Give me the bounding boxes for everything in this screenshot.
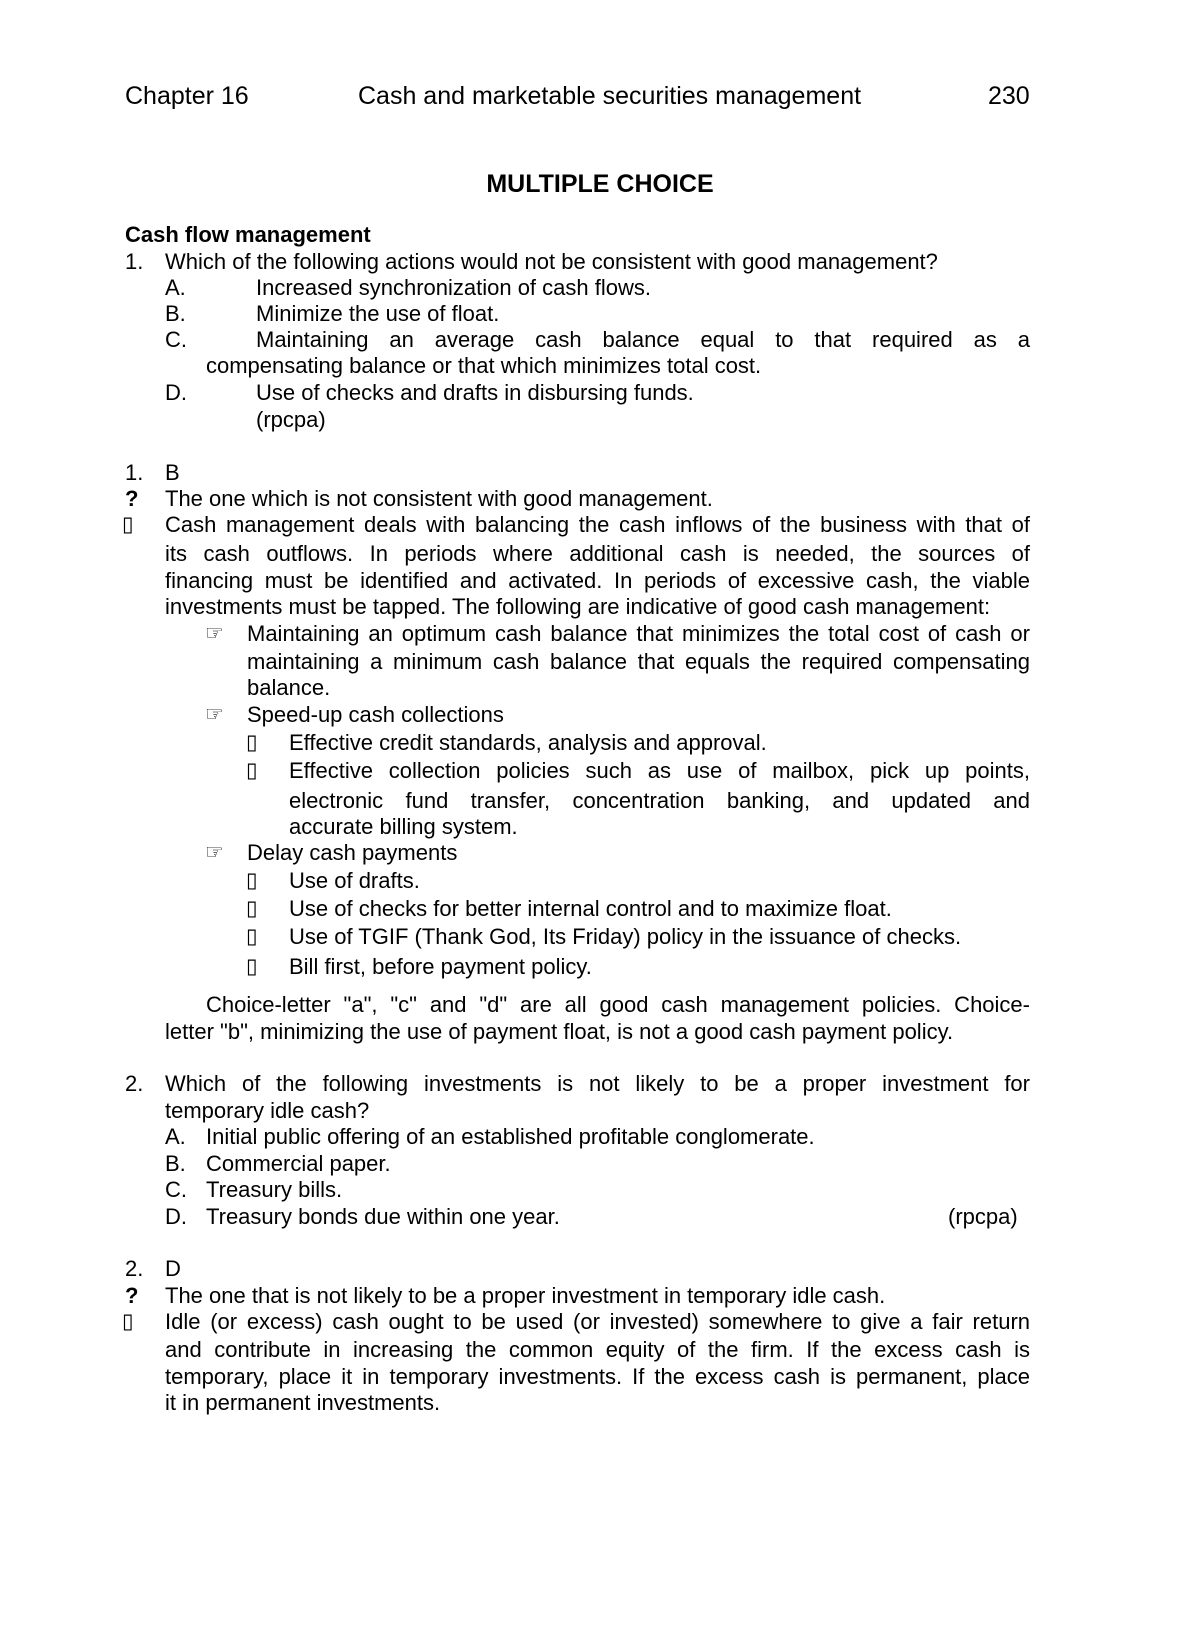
q2-question-line: Which of the following investments is not likely to be a proper investment for <box>165 1071 1030 1096</box>
q2-source: (rpcpa) <box>948 1204 1018 1229</box>
sub-bullet-line: Effective collection policies such as use of mailbox, pick up points, <box>289 758 1030 783</box>
q1-number: 1. <box>125 249 144 274</box>
pointing-hand-icon: ☞ <box>205 841 224 864</box>
header-topic: Cash and marketable securities management <box>358 82 862 110</box>
pointing-hand-icon: ☞ <box>205 622 224 645</box>
q1-option-c-letter: C. <box>165 327 187 352</box>
section-heading: Cash flow management <box>125 222 371 247</box>
q1-option-d: Use of checks and drafts in disbursing funds. <box>256 380 694 405</box>
a2-number: 2. <box>125 1256 144 1281</box>
sub-bullet-line: accurate billing system. <box>289 814 518 839</box>
sub-bullet-line: Use of TGIF (Thank God, Its Friday) policy in the issuance of checks. <box>289 924 962 949</box>
a1-conclusion-line: Choice-letter "a", "c" and "d" are all good cash management policies. Choice- <box>206 992 1030 1017</box>
bullet-line: Speed-up cash collections <box>247 702 504 727</box>
q2-option-c-letter: C. <box>165 1177 187 1202</box>
q1-option-a-letter: A. <box>165 275 186 300</box>
bullet-line: Delay cash payments <box>247 840 458 865</box>
bullet-line: maintaining a minimum cash balance that equals the required compensating <box>247 649 1030 674</box>
box-bullet-icon: ▯ <box>246 869 258 892</box>
q2-option-c: Treasury bills. <box>206 1177 343 1202</box>
q1-option-c: Maintaining an average cash balance equal to that required as a <box>256 327 1030 352</box>
pointing-hand-icon: ☞ <box>205 703 224 726</box>
bullet-line: balance. <box>247 675 331 700</box>
header-page-number: 230 <box>988 82 1030 110</box>
q1-source: (rpcpa) <box>256 407 326 432</box>
a1-para-line: investments must be tapped. The following are indicative of good cash management: <box>165 594 991 619</box>
sub-bullet-line: Bill first, before payment policy. <box>289 954 592 979</box>
a2-para-line: temporary, place it in temporary investments. If the excess cash is permanent, place <box>165 1364 1030 1389</box>
q1-option-b: Minimize the use of float. <box>256 301 500 326</box>
sub-bullet-line: Use of checks for better internal control and to maximize float. <box>289 896 892 921</box>
a2-para-line: and contribute in increasing the common equity of the firm. If the excess cash is <box>165 1337 1030 1362</box>
box-bullet-icon: ▯ <box>122 1310 134 1333</box>
a1-conclusion-line: letter "b", minimizing the use of payment float, is not a good cash payment policy. <box>165 1019 954 1044</box>
sub-bullet-line: Effective credit standards, analysis and approval. <box>289 730 767 755</box>
box-bullet-icon: ▯ <box>122 513 134 536</box>
q2-number: 2. <box>125 1071 144 1096</box>
q1-question: Which of the following actions would not be consistent with good management? <box>165 249 938 274</box>
q2-option-d: Treasury bonds due within one year. <box>206 1204 560 1229</box>
a1-para-line: its cash outflows. In periods where additional cash is needed, the sources of <box>165 541 1030 566</box>
q2-option-a: Initial public offering of an established profitable conglomerate. <box>206 1124 815 1149</box>
box-bullet-icon: ▯ <box>246 759 258 782</box>
q1-option-d-letter: D. <box>165 380 187 405</box>
a2-para-line: it in permanent investments. <box>165 1390 441 1415</box>
a1-hint: The one which is not consistent with good management. <box>165 486 713 511</box>
box-bullet-icon: ▯ <box>246 897 258 920</box>
bullet-line: Maintaining an optimum cash balance that minimizes the total cost of cash or <box>247 621 1030 646</box>
box-bullet-icon: ▯ <box>246 925 258 948</box>
box-bullet-icon: ▯ <box>246 955 258 978</box>
a1-answer: B <box>165 460 180 485</box>
a1-para-line: Cash management deals with balancing the cash inflows of the business with that of <box>165 512 1030 537</box>
header-chapter: Chapter 16 <box>125 82 249 110</box>
q1-option-b-letter: B. <box>165 301 186 326</box>
q1-option-a: Increased synchronization of cash flows. <box>256 275 651 300</box>
q1-option-c-continued: compensating balance or that which minimizes total cost. <box>206 353 762 378</box>
q2-option-a-letter: A. <box>165 1124 186 1149</box>
a2-answer: D <box>165 1256 181 1281</box>
question-mark-icon: ? <box>125 1283 139 1308</box>
q2-question-line: temporary idle cash? <box>165 1098 370 1123</box>
q2-option-b: Commercial paper. <box>206 1151 391 1176</box>
a1-number: 1. <box>125 460 144 485</box>
box-bullet-icon: ▯ <box>246 731 258 754</box>
sub-bullet-line: Use of drafts. <box>289 868 420 893</box>
q2-option-b-letter: B. <box>165 1151 186 1176</box>
q2-option-d-letter: D. <box>165 1204 187 1229</box>
page-title: MULTIPLE CHOICE <box>486 170 714 198</box>
question-mark-icon: ? <box>125 486 139 511</box>
a2-hint: The one that is not likely to be a proper investment in temporary idle cash. <box>165 1283 886 1308</box>
a2-para-line: Idle (or excess) cash ought to be used (or invested) somewhere to give a fair return <box>165 1309 1030 1334</box>
sub-bullet-line: electronic fund transfer, concentration banking, and updated and <box>289 788 1030 813</box>
a1-para-line: financing must be identified and activated. In periods of excessive cash, the viable <box>165 568 1030 593</box>
